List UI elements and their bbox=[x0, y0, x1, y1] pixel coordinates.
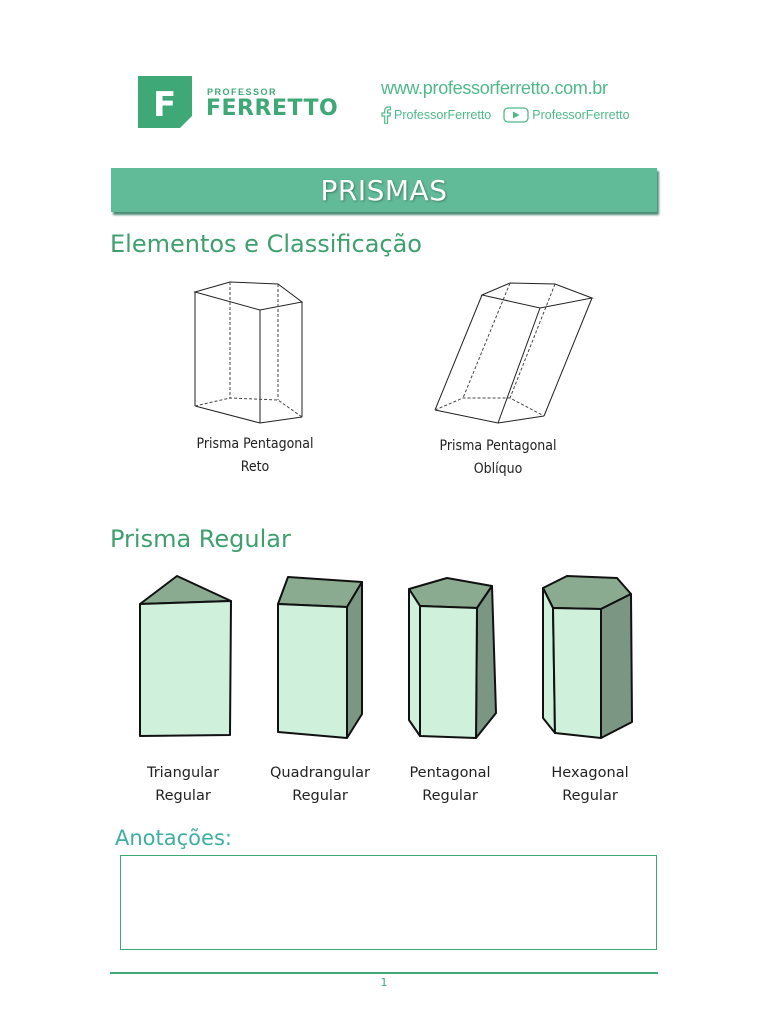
caption-pentagonal: Pentagonal Regular bbox=[409, 765, 491, 804]
notes-heading: Anotações: bbox=[115, 826, 232, 850]
youtube-link[interactable]: ProfessorFerretto bbox=[532, 108, 630, 122]
section-heading-regular: Prisma Regular bbox=[110, 525, 291, 553]
caption-oblique-prism: Prisma Pentagonal Oblíquo bbox=[439, 438, 557, 477]
youtube-icon bbox=[503, 106, 529, 124]
social-links bbox=[381, 106, 630, 124]
hexagonal-prism-figure bbox=[535, 570, 640, 745]
facebook-icon bbox=[381, 106, 391, 124]
logo-icon bbox=[138, 76, 192, 128]
caption-quadrangular: Quadrangular Regular bbox=[270, 765, 370, 804]
svg-text:F: F bbox=[153, 85, 177, 125]
page-number: 1 bbox=[380, 976, 388, 989]
facebook-link[interactable]: ProfessorFerretto bbox=[394, 108, 492, 122]
caption-hexagonal: Hexagonal Regular bbox=[551, 765, 629, 804]
logo-subtitle: PROFESSOR bbox=[207, 87, 278, 97]
caption-triangular: Triangular Regular bbox=[146, 765, 220, 804]
right-pentagonal-prism-figure bbox=[190, 280, 310, 430]
quadrangular-prism-figure bbox=[268, 570, 373, 745]
site-url-link[interactable]: www.professorferretto.com.br bbox=[381, 78, 608, 98]
title-banner bbox=[111, 168, 657, 212]
oblique-pentagonal-prism-figure bbox=[430, 280, 600, 430]
page-title: PRISMAS bbox=[320, 173, 448, 207]
pentagonal-prism-figure bbox=[400, 570, 505, 745]
notes-box[interactable] bbox=[120, 855, 657, 950]
caption-right-prism: Prisma Pentagonal Reto bbox=[196, 436, 314, 475]
section-heading-elements: Elementos e Classificação bbox=[110, 230, 422, 258]
logo-title: FERRETTO bbox=[206, 96, 339, 121]
footer-divider bbox=[110, 972, 658, 974]
triangular-prism-figure bbox=[130, 570, 240, 745]
